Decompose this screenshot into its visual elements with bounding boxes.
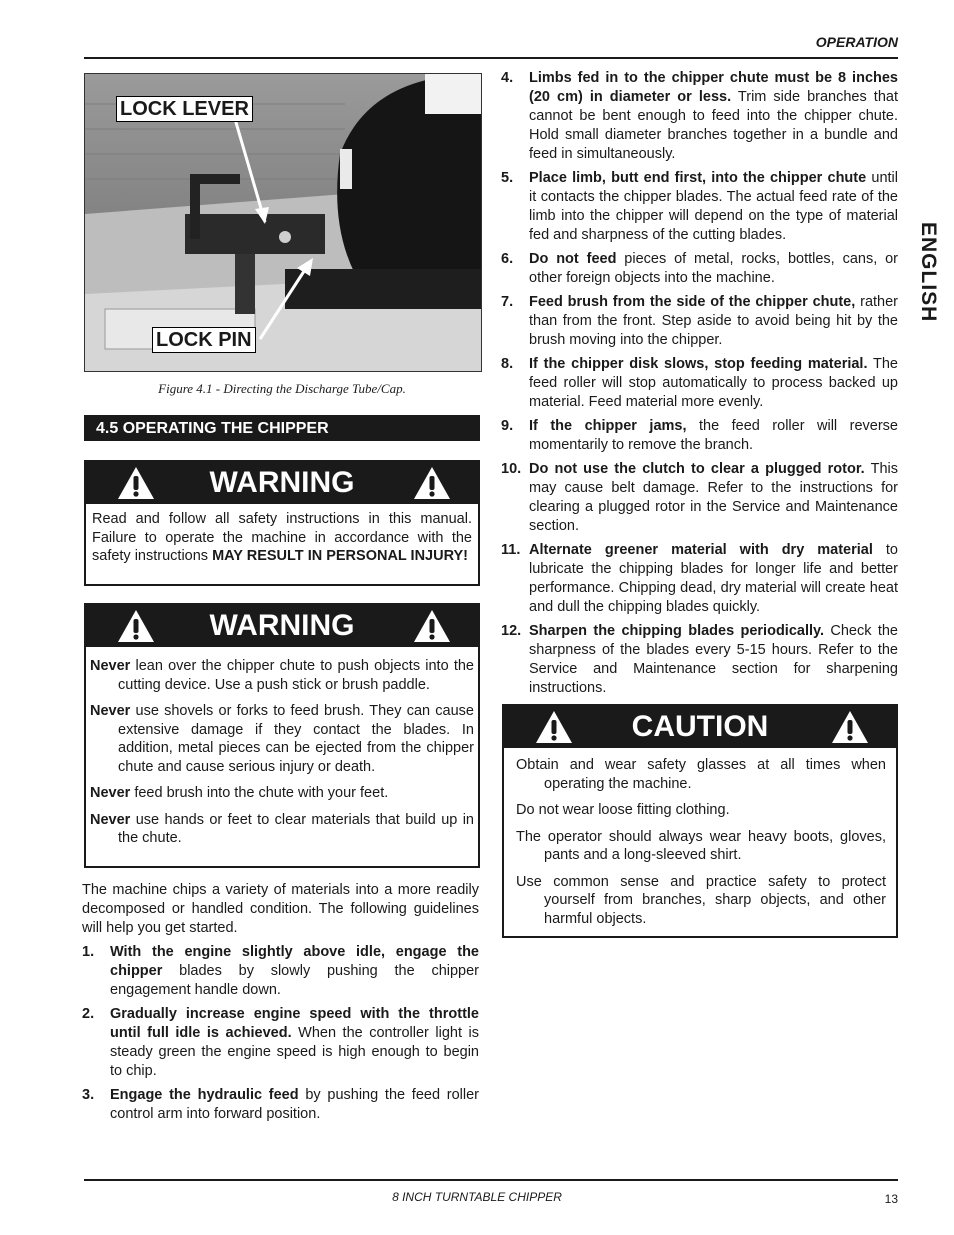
caution-title: CAUTION [631, 710, 769, 743]
caution-box [502, 704, 898, 938]
warning-triangle-icon [830, 709, 870, 745]
warning-box-1 [84, 460, 480, 586]
callout-lock-lever: LOCK LEVER [116, 96, 253, 122]
warning-body [86, 647, 478, 854]
intro-paragraph: The machine chips a variety of materials into a more readily decomposed or handled condition. The following guidelines will help you get started. [82, 882, 479, 936]
section-heading: 4.5 OPERATING THE CHIPPER [84, 415, 480, 441]
list-item: 7. Feed brush from the side of the chipper chute, rather than from the front. Step aside to avoid being hit by the brush moving into the chipper. [501, 294, 898, 348]
warning-title: WARNING [209, 466, 355, 499]
list-item: 4. Limbs fed in to the chipper chute must be 8 inches (20 cm) in diameter or less. Trim side branches that cannot be bent enough to feed into the chipper chute. Hold small diameter branches together in a bundle and feed in simultaneously. [501, 70, 898, 162]
caution-item: Do not wear loose fitting clothing. [516, 802, 730, 818]
caution-item: The operator should always wear heavy boots, gloves, pants and a long-sleeved shirt. [516, 828, 886, 863]
warning-text: Read and follow all safety instructions in this manual. Failure to operate the machine in accordance with the safety instructions [92, 511, 472, 564]
caution-item: Use common sense and practice safety to protect yourself from branches, sharp objects, and other harmful objects. [516, 873, 886, 927]
warning-body [86, 504, 478, 572]
header-rule [84, 57, 898, 59]
list-item: 12. Sharpen the chipping blades periodically. Check the sharpness of the blades every 5-15 hours. Refer to the Service and Maintenance section for sharpening instructions. [501, 623, 898, 696]
warning-triangle-icon [412, 465, 452, 501]
figure-caption: Figure 4.1 - Directing the Discharge Tube/Cap. [158, 381, 406, 396]
warning-item: Never use hands or feet to clear materials that build up in the chute. [90, 811, 474, 846]
warning-item: Never feed brush into the chute with your feet. [90, 785, 389, 801]
caution-body [504, 748, 896, 934]
page-number: 13 [884, 1192, 898, 1206]
steps-list-right [501, 69, 898, 703]
list-item: 11. Alternate greener material with dry material to lubricate the chipping blades for longer life and better performance. Chipping dead, dry material will create heat and dull the chipping blades quickly. [501, 542, 898, 615]
footer-rule [84, 1179, 898, 1181]
warning-bold-text: MAY RESULT IN PERSONAL INJURY! [212, 548, 469, 564]
list-item: 1. With the engine slightly above idle, engage the chipper blades by slowly pushing the chipper engagement handle down. [82, 944, 479, 998]
list-item: 3. Engage the hydraulic feed by pushing the feed roller control arm into forward position. [82, 1087, 479, 1122]
running-header: OPERATION [815, 34, 898, 50]
steps-list-left [82, 943, 479, 1129]
warning-box-2 [84, 603, 480, 868]
list-item: 6. Do not feed pieces of metal, rocks, bottles, cans, or other foreign objects into the machine. [501, 251, 898, 286]
warning-item: Never use shovels or forks to feed brush. They can cause extensive damage if they contact the blades. In addition, metal pieces can be ejected from the chipper chute and cause serious injury or death. [90, 703, 474, 775]
footer-title: 8 INCH TURNTABLE CHIPPER [392, 1190, 562, 1204]
list-item: 2. Gradually increase engine speed with the throttle until full idle is achieved. When the controller light is steady green the engine speed is high enough to begin to chip. [82, 1006, 480, 1079]
warning-title: WARNING [209, 609, 355, 642]
list-item: 9. If the chipper jams, the feed roller will reverse momentarily to remove the branch. [501, 418, 898, 453]
warning-header [86, 605, 478, 647]
figure-photo [84, 73, 482, 372]
list-item: 10. Do not use the clutch to clear a plugged rotor. This may cause belt damage. Refer to the instructions for clearing a plugged rotor in the Service and Maintenance section. [501, 461, 898, 534]
caution-header [504, 706, 896, 748]
language-side-tab: ENGLISH [917, 222, 940, 323]
warning-triangle-icon [412, 608, 452, 644]
callout-lock-pin: LOCK PIN [152, 327, 256, 353]
caution-item: Obtain and wear safety glasses at all times when operating the machine. [516, 757, 886, 792]
list-item: 5. Place limb, butt end first, into the chipper chute until it contacts the chipper blades. The actual feed rate of the limb into the chipper will depend on the type of material fed and sharpness of the cutting blades. [501, 170, 898, 243]
warning-item: Never lean over the chipper chute to push objects into the cutting device. Use a push stick or brush paddle. [90, 658, 474, 693]
list-item: 8. If the chipper disk slows, stop feeding material. The feed roller will stop automatically to process backed up material. Feed material more evenly. [501, 356, 898, 410]
warning-header [86, 462, 478, 504]
